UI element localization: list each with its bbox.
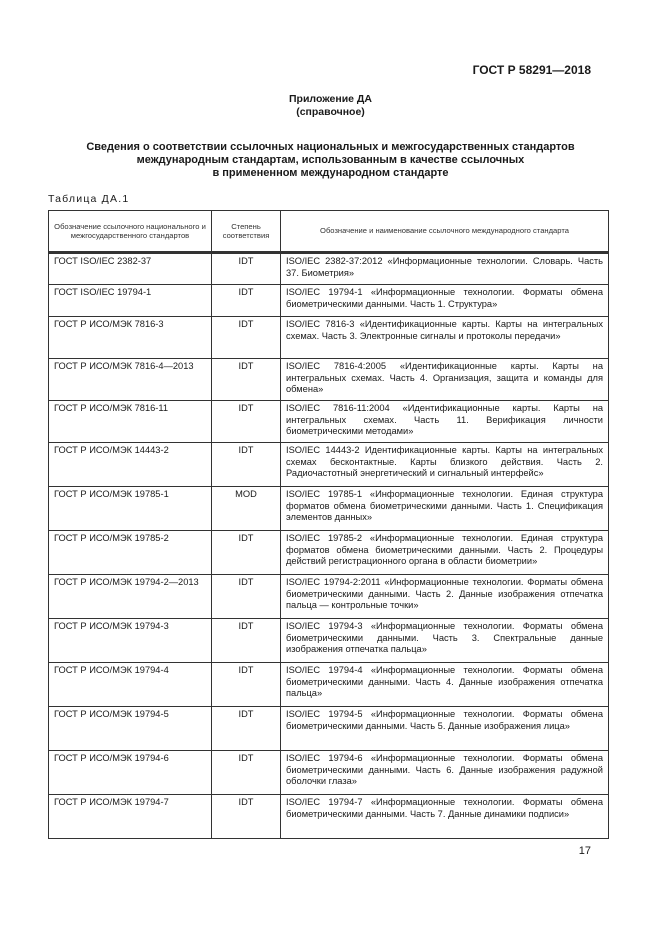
international-standard-cell: ISO/IEC 7816-3 «Идентификационные карты. Карты на интегральных схемах. Часть 3. Электронные сигналы и протоколы передачи» — [281, 317, 609, 359]
table-row — [49, 253, 609, 285]
table-row — [49, 751, 609, 795]
degree-cell: IDT — [212, 707, 281, 751]
international-standard-cell: ISO/IEC 14443-2 Идентификационные карты. Карты на интегральных схемах бесконтактные. Карты близкого действия. Часть 2. Радиочастотный энергетический и сигнальный интерфейс» — [281, 443, 609, 487]
national-standard-cell: ГОСТ Р ИСО/МЭК 19794-6 — [49, 751, 212, 795]
page-number: 17 — [578, 845, 591, 857]
degree-cell: IDT — [212, 401, 281, 443]
header-degree: Степень соответствия — [212, 211, 281, 253]
table-row — [49, 795, 609, 839]
table-row — [49, 401, 609, 443]
international-standard-cell: ISO/IEC 19794-5 «Информационные технологии. Форматы обмена биометрическими данными. Часть 5. Данные изображения лица» — [281, 707, 609, 751]
table-row — [49, 619, 609, 663]
international-standard-cell: ISO/IEC 19794-3 «Информационные технологии. Форматы обмена биометрическими данными. Часть 3. Спектральные данные изображения отпечатка пальца» — [281, 619, 609, 663]
national-standard-cell: ГОСТ Р ИСО/МЭК 7816-3 — [49, 317, 212, 359]
international-standard-cell: ISO/IEC 19794-4 «Информационные технологии. Форматы обмена биометрическими данными. Часть 4. Данные изображения отпечатка пальца» — [281, 663, 609, 707]
international-standard-cell: ISO/IEC 2382-37:2012 «Информационные технологии. Словарь. Часть 37. Биометрия» — [281, 253, 609, 285]
table-row — [49, 443, 609, 487]
national-standard-cell: ГОСТ Р ИСО/МЭК 19794-3 — [49, 619, 212, 663]
degree-cell: IDT — [212, 285, 281, 317]
national-standard-cell: ГОСТ Р ИСО/МЭК 14443-2 — [49, 443, 212, 487]
degree-cell: IDT — [212, 359, 281, 401]
international-standard-cell: ISO/IEC 19785-1 «Информационные технологии. Единая структура форматов обмена биометрическими данными. Часть 1. Спецификация элементов данных» — [281, 487, 609, 531]
national-standard-cell: ГОСТ Р ИСО/МЭК 19785-2 — [49, 531, 212, 575]
degree-cell: IDT — [212, 531, 281, 575]
degree-cell: IDT — [212, 619, 281, 663]
national-standard-cell: ГОСТ ISO/IEC 19794-1 — [49, 285, 212, 317]
degree-cell: IDT — [212, 575, 281, 619]
national-standard-cell: ГОСТ Р ИСО/МЭК 19785-1 — [49, 487, 212, 531]
degree-cell: IDT — [212, 795, 281, 839]
international-standard-cell: ISO/IEC 19794-6 «Информационные технологии. Форматы обмена биометрическими данными. Часть 6. Данные изображения радужной оболочки глаза» — [281, 751, 609, 795]
international-standard-cell: ISO/IEC 19794-2:2011 «Информационные технологии. Форматы обмена биометрическими данными. Часть 2. Данные изображения отпечатка пальца — контрольные точки» — [281, 575, 609, 619]
degree-cell: IDT — [212, 751, 281, 795]
appendix-title-block — [0, 93, 661, 119]
national-standard-cell: ГОСТ Р ИСО/МЭК 7816-11 — [49, 401, 212, 443]
correspondence-table — [48, 210, 609, 839]
degree-cell: IDT — [212, 663, 281, 707]
degree-cell: MOD — [212, 487, 281, 531]
table-body — [49, 253, 609, 839]
national-standard-cell: ГОСТ Р ИСО/МЭК 19794-4 — [49, 663, 212, 707]
international-standard-cell: ISO/IEC 19794-7 «Информационные технологии. Форматы обмена биометрическими данными. Часть 7. Данные динамики подписи» — [281, 795, 609, 839]
national-standard-cell: ГОСТ Р ИСО/МЭК 19794-2—2013 — [49, 575, 212, 619]
table-caption: Таблица ДА.1 — [48, 193, 130, 205]
table-row — [49, 663, 609, 707]
degree-cell: IDT — [212, 253, 281, 285]
national-standard-cell: ГОСТ Р ИСО/МЭК 7816-4—2013 — [49, 359, 212, 401]
table-row — [49, 531, 609, 575]
table-header-row — [49, 211, 609, 253]
table-row — [49, 575, 609, 619]
heading-line-1: Сведения о соответствии ссылочных национальных и межгосударственных стандартов — [86, 141, 575, 153]
heading-line-2: международным стандартам, использованным в качестве ссылочных — [136, 154, 525, 166]
header-national-standard: Обозначение ссылочного национального и межгосударственного стандартов — [49, 211, 212, 253]
international-standard-cell: ISO/IEC 19794-1 «Информационные технологии. Форматы обмена биометрическими данными. Часть 1. Структура» — [281, 285, 609, 317]
header-international-standard: Обозначение и наименование ссылочного международного стандарта — [281, 211, 609, 253]
international-standard-cell: ISO/IEC 19785-2 «Информационные технологии. Единая структура форматов обмена биометрическими данными. Часть 2. Процедуры действий регистрационного органа в области биометрии» — [281, 531, 609, 575]
section-heading — [60, 141, 601, 180]
appendix-subtitle: (справочное) — [296, 106, 365, 118]
national-standard-cell: ГОСТ Р ИСО/МЭК 19794-7 — [49, 795, 212, 839]
national-standard-cell: ГОСТ ISO/IEC 2382-37 — [49, 253, 212, 285]
international-standard-cell: ISO/IEC 7816-4:2005 «Идентификационные карты. Карты на интегральных схемах. Часть 4. Организация, защита и команды для обмена» — [281, 359, 609, 401]
heading-line-3: в примененном международном стандарте — [212, 167, 449, 179]
appendix-title: Приложение ДА — [289, 93, 372, 105]
document-code: ГОСТ Р 58291—2018 — [472, 63, 591, 77]
degree-cell: IDT — [212, 317, 281, 359]
table-row — [49, 707, 609, 751]
national-standard-cell: ГОСТ Р ИСО/МЭК 19794-5 — [49, 707, 212, 751]
degree-cell: IDT — [212, 443, 281, 487]
table-row — [49, 285, 609, 317]
international-standard-cell: ISO/IEC 7816-11:2004 «Идентификационные карты. Карты на интегральных схемах. Часть 11. Верификация личности биометрическими методами» — [281, 401, 609, 443]
table-row — [49, 487, 609, 531]
table-row — [49, 359, 609, 401]
table-row — [49, 317, 609, 359]
